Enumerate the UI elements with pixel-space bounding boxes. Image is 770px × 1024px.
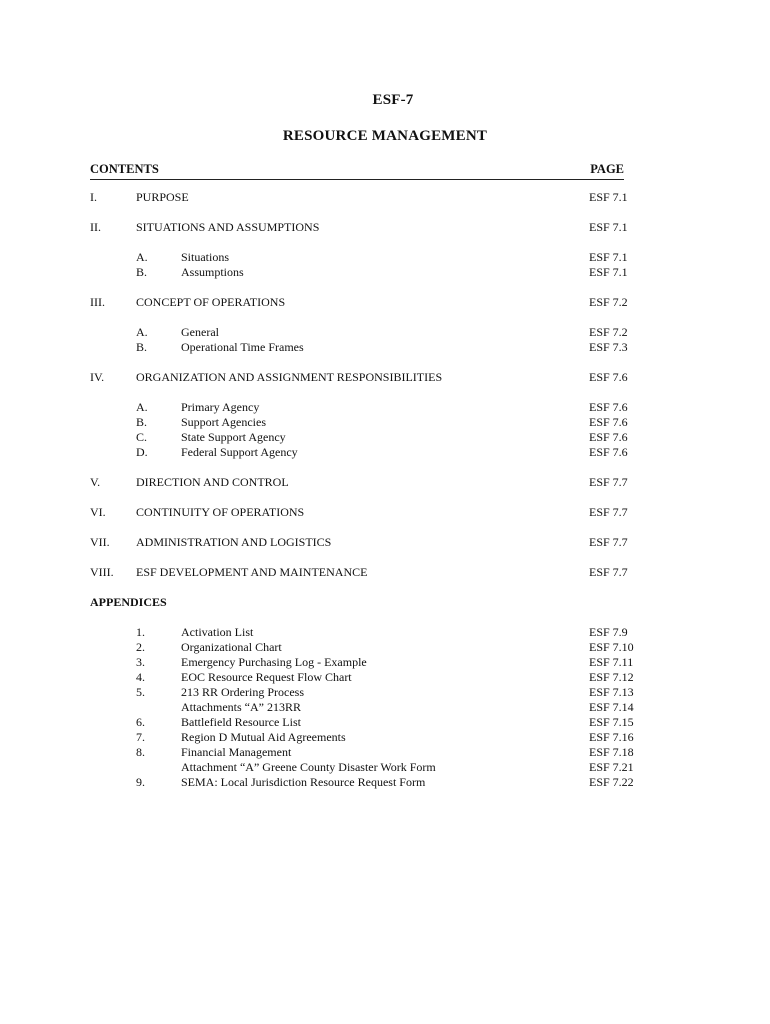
toc-entry-page: ESF 7.9 — [589, 625, 628, 639]
toc-entry-label: SITUATIONS AND ASSUMPTIONS — [136, 220, 320, 234]
toc-entry-page: ESF 7.6 — [589, 370, 628, 384]
toc-entry-label: Attachment “A” Greene County Disaster Work Form — [181, 760, 436, 774]
toc-entry-label: Federal Support Agency — [181, 445, 298, 459]
toc-entry-page: ESF 7.15 — [589, 715, 634, 729]
toc-entry-number: D. — [136, 445, 148, 459]
toc-entry-page: ESF 7.6 — [589, 445, 628, 459]
toc-entry-page: ESF 7.21 — [589, 760, 634, 774]
toc-entry-number: 7. — [136, 730, 145, 744]
toc-subentry — [90, 745, 634, 760]
toc-entry-page: ESF 7.22 — [589, 775, 634, 789]
toc-entry — [90, 505, 628, 520]
toc-spacer — [90, 520, 624, 535]
toc-entry-number: II. — [90, 220, 101, 234]
toc-entry-label: Attachments “A” 213RR — [181, 700, 301, 714]
toc-spacer — [90, 310, 624, 325]
toc-entry-number: B. — [136, 415, 148, 429]
toc-entry-number: A. — [136, 400, 148, 414]
toc-entry-number: B. — [136, 265, 148, 279]
contents-header-row — [90, 161, 624, 180]
toc-entry-page: ESF 7.16 — [589, 730, 634, 744]
toc-spacer — [90, 355, 624, 370]
toc-spacer — [90, 280, 624, 295]
toc-entry-number: IV. — [90, 370, 105, 384]
table-of-contents — [90, 190, 634, 790]
toc-entry-page: ESF 7.2 — [589, 325, 628, 339]
toc-entry-page: ESF 7.1 — [589, 190, 628, 204]
toc-entry-number: III. — [90, 295, 105, 309]
toc-subentry — [90, 670, 634, 685]
toc-subentry — [90, 415, 628, 430]
toc-subentry — [90, 250, 628, 265]
toc-spacer — [90, 490, 624, 505]
toc-entry-label: Activation List — [181, 625, 254, 639]
toc-entry-number: 6. — [136, 715, 145, 729]
toc-entry — [90, 565, 628, 580]
toc-entry-number: APPENDICES — [90, 595, 167, 609]
toc-subentry — [90, 430, 628, 445]
toc-subentry — [90, 685, 634, 700]
toc-subentry — [90, 775, 634, 790]
toc-entry-label: SEMA: Local Jurisdiction Resource Request Form — [181, 775, 426, 789]
toc-entry-page: ESF 7.7 — [589, 535, 628, 549]
toc-spacer — [90, 205, 624, 220]
toc-entry-number: I. — [90, 190, 97, 204]
toc-entry-page: ESF 7.10 — [589, 640, 634, 654]
toc-entry-number: V. — [90, 475, 101, 489]
toc-entry — [90, 535, 628, 550]
toc-spacer — [90, 460, 624, 475]
toc-entry-label: General — [181, 325, 219, 339]
toc-entry-label: CONCEPT OF OPERATIONS — [136, 295, 286, 309]
toc-entry-label: EOC Resource Request Flow Chart — [181, 670, 352, 684]
toc-entry-number: A. — [136, 325, 148, 339]
toc-entry-label: ESF DEVELOPMENT AND MAINTENANCE — [136, 565, 368, 579]
document-subtitle: RESOURCE MANAGEMENT — [282, 128, 488, 144]
toc-entry-label: Support Agencies — [181, 415, 266, 429]
toc-subentry — [90, 325, 628, 340]
toc-entry — [90, 190, 628, 205]
toc-entry-label: Organizational Chart — [181, 640, 282, 654]
toc-spacer — [90, 610, 624, 625]
toc-entry-page: ESF 7.1 — [589, 250, 628, 264]
toc-subentry — [90, 730, 634, 745]
toc-entry-page: ESF 7.11 — [589, 655, 634, 669]
toc-subentry — [90, 655, 634, 670]
toc-entry-page: ESF 7.12 — [589, 670, 634, 684]
toc-entry-page: ESF 7.1 — [589, 220, 628, 234]
toc-entry-number: C. — [136, 430, 148, 444]
toc-entry-page: ESF 7.18 — [589, 745, 634, 759]
toc-subentry — [90, 715, 634, 730]
toc-spacer — [90, 385, 624, 400]
toc-entry-label: CONTINUITY OF OPERATIONS — [136, 505, 305, 519]
toc-entry-label: ADMINISTRATION AND LOGISTICS — [136, 535, 332, 549]
toc-entry-page: ESF 7.7 — [589, 475, 628, 489]
toc-subentry — [90, 625, 628, 640]
toc-entry — [90, 370, 628, 385]
toc-subentry — [90, 445, 628, 460]
toc-entry-number: 5. — [136, 685, 145, 699]
toc-subentry — [90, 700, 634, 715]
toc-subentry — [90, 340, 628, 355]
toc-spacer — [90, 580, 624, 595]
toc-entry-page: ESF 7.6 — [589, 400, 628, 414]
toc-entry-page: ESF 7.6 — [589, 415, 628, 429]
toc-subentry — [90, 640, 634, 655]
toc-entry-number: 8. — [136, 745, 145, 759]
toc-entry-label: Battlefield Resource List — [181, 715, 301, 729]
toc-entry-page: ESF 7.3 — [589, 340, 628, 354]
contents-header: CONTENTS — [90, 162, 159, 176]
toc-entry-label: ORGANIZATION AND ASSIGNMENT RESPONSIBILITIES — [136, 370, 443, 384]
toc-entry-label: Financial Management — [181, 745, 292, 759]
toc-entry-number: VII. — [90, 535, 110, 549]
toc-entry-label: DIRECTION AND CONTROL — [136, 475, 289, 489]
toc-subentry — [90, 400, 628, 415]
toc-entry-number: A. — [136, 250, 148, 264]
toc-entry-number: 3. — [136, 655, 145, 669]
toc-entry-label: Primary Agency — [181, 400, 260, 414]
toc-entry-label: 213 RR Ordering Process — [181, 685, 304, 699]
toc-entry — [90, 220, 628, 235]
toc-entry-page: ESF 7.6 — [589, 430, 628, 444]
toc-entry-page: ESF 7.7 — [589, 565, 628, 579]
toc-entry-label: Region D Mutual Aid Agreements — [181, 730, 346, 744]
toc-entry-page: ESF 7.7 — [589, 505, 628, 519]
toc-entry-label: Assumptions — [181, 265, 244, 279]
toc-spacer — [90, 235, 624, 250]
toc-entry-page: ESF 7.13 — [589, 685, 634, 699]
toc-entry-number: 9. — [136, 775, 145, 789]
toc-entry-number: VI. — [90, 505, 106, 519]
toc-entry-page: ESF 7.1 — [589, 265, 628, 279]
document-title: ESF-7 — [372, 92, 414, 108]
toc-entry-number: VIII. — [90, 565, 114, 579]
toc-entry-number: 1. — [136, 625, 145, 639]
toc-entry-page: ESF 7.2 — [589, 295, 628, 309]
toc-entry — [90, 475, 628, 490]
toc-entry — [90, 295, 628, 310]
toc-entry-number: 2. — [136, 640, 145, 654]
toc-subentry — [90, 760, 634, 775]
toc-entry-number: 4. — [136, 670, 145, 684]
toc-subentry — [90, 265, 628, 280]
toc-spacer — [90, 550, 624, 565]
toc-entry-label: Operational Time Frames — [181, 340, 304, 354]
toc-entry-label: Emergency Purchasing Log - Example — [181, 655, 367, 669]
toc-entry-page: ESF 7.14 — [589, 700, 634, 714]
toc-section-heading — [90, 595, 624, 610]
toc-entry-label: PURPOSE — [136, 190, 189, 204]
toc-entry-number: B. — [136, 340, 148, 354]
toc-entry-label: Situations — [181, 250, 230, 264]
toc-entry-label: State Support Agency — [181, 430, 286, 444]
page-header: PAGE — [590, 162, 624, 176]
